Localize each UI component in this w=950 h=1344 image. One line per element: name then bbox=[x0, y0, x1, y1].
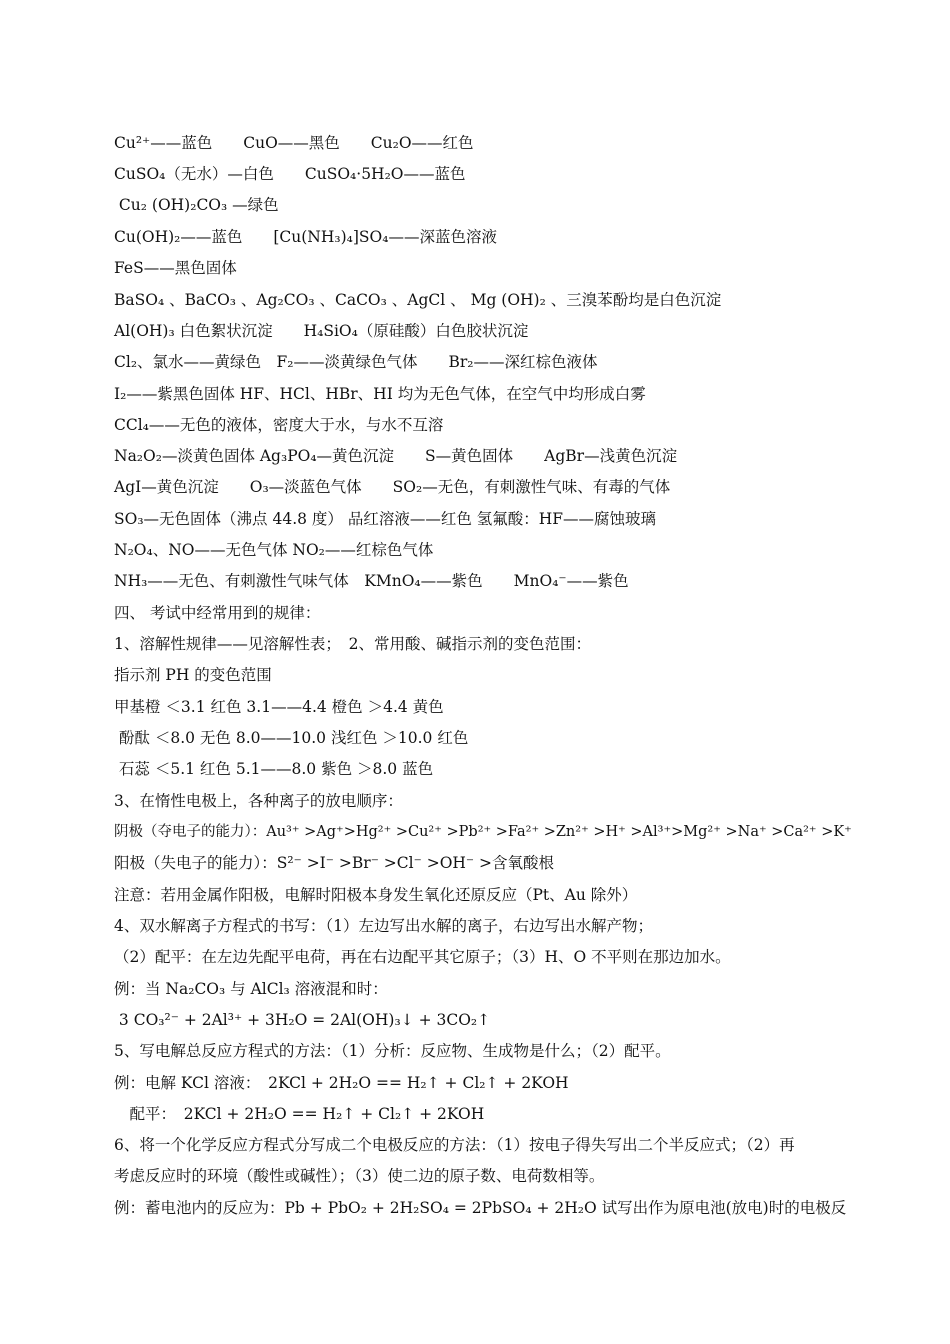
text-line bbox=[114, 1198, 854, 1218]
line-text: Na₂O₂—淡黄色固体 Ag₃PO₄—黄色沉淀 S—黄色固体 AgBr—浅黄色沉淀 bbox=[114, 447, 678, 465]
text-line bbox=[114, 415, 854, 435]
line-text: Cu₂ (OH)₂CO₃ —绿色 bbox=[114, 196, 279, 214]
line-text: NH₃——无色、有刺激性气味气体 KMnO₄——紫色 MnO₄⁻——紫色 bbox=[114, 572, 629, 590]
text-line bbox=[114, 665, 854, 685]
line-text: （2）配平：在左边先配平电荷，再在右边配平其它原子；（3）H、O 不平则在那边加水。 bbox=[114, 948, 731, 966]
text-line bbox=[114, 916, 854, 936]
text-line bbox=[114, 822, 854, 842]
line-text: 3 CO₃²⁻ + 2Al³⁺ + 3H₂O = 2Al(OH)₃↓ + 3CO₂↑ bbox=[114, 1011, 491, 1029]
line-text: 酚酞 ＜8.0 无色 8.0——10.0 浅红色 ＞10.0 红色 bbox=[114, 729, 469, 747]
line-text: N₂O₄、NO——无色气体 NO₂——红棕色气体 bbox=[114, 541, 434, 559]
text-line bbox=[114, 477, 854, 497]
text-line bbox=[114, 759, 854, 779]
line-text: Cu(OH)₂——蓝色 [Cu(NH₃)₄]SO₄——深蓝色溶液 bbox=[114, 228, 497, 246]
line-text: Cl₂、氯水——黄绿色 F₂——淡黄绿色气体 Br₂——深红棕色液体 bbox=[114, 353, 598, 371]
text-line bbox=[114, 321, 854, 341]
text-line bbox=[114, 1135, 854, 1155]
line-text: 甲基橙 ＜3.1 红色 3.1——4.4 橙色 ＞4.4 黄色 bbox=[114, 698, 444, 716]
text-line bbox=[114, 509, 854, 529]
text-line bbox=[114, 227, 854, 247]
line-text: FeS——黑色固体 bbox=[114, 259, 237, 277]
line-text: Cu²⁺——蓝色 CuO——黑色 Cu₂O——红色 bbox=[114, 134, 474, 152]
line-text: 配平： 2KCl + 2H₂O == H₂↑ + Cl₂↑ + 2KOH bbox=[114, 1105, 485, 1123]
line-text: 注意：若用金属作阳极，电解时阳极本身发生氧化还原反应（Pt、Au 除外） bbox=[114, 886, 638, 904]
text-line bbox=[114, 634, 854, 654]
line-text: SO₃—无色固体（沸点 44.8 度） 品红溶液——红色 氢氟酸：HF——腐蚀玻璃 bbox=[114, 510, 657, 528]
text-line bbox=[114, 1073, 854, 1093]
line-text: CCl₄——无色的液体，密度大于水，与水不互溶 bbox=[114, 416, 444, 434]
line-text: Al(OH)₃ 白色絮状沉淀 H₄SiO₄（原硅酸）白色胶状沉淀 bbox=[114, 322, 529, 340]
line-text: 阴极（夺电子的能力）：Au³⁺ >Ag⁺>Hg²⁺ >Cu²⁺ >Pb²⁺ >Fa²⁺ >Zn²⁺ >H⁺ >Al³⁺>Mg²⁺ >Na⁺ >Ca²⁺ >K⁺ bbox=[114, 824, 852, 840]
text-line bbox=[114, 195, 854, 215]
line-text: 5、写电解总反应方程式的方法：（1）分析：反应物、生成物是什么；（2）配平。 bbox=[114, 1042, 671, 1060]
text-line bbox=[114, 1104, 854, 1124]
line-text: 考虑反应时的环境（酸性或碱性）；（3）使二边的原子数、电荷数相等。 bbox=[114, 1167, 605, 1185]
line-text: 例：电解 KCl 溶液： 2KCl + 2H₂O == H₂↑ + Cl₂↑ + 2KOH bbox=[114, 1074, 569, 1092]
text-line bbox=[114, 603, 854, 623]
text-line bbox=[114, 446, 854, 466]
text-line bbox=[114, 697, 854, 717]
line-text: 3、在惰性电极上，各种离子的放电顺序： bbox=[114, 792, 403, 810]
text-line bbox=[114, 1166, 854, 1186]
line-text: BaSO₄ 、BaCO₃ 、Ag₂CO₃ 、CaCO₃ 、AgCl 、 Mg (OH)₂ 、三溴苯酚均是白色沉淀 bbox=[114, 291, 722, 309]
text-line bbox=[114, 540, 854, 560]
text-line bbox=[114, 258, 854, 278]
line-text: 1、溶解性规律——见溶解性表； 2、常用酸、碱指示剂的变色范围： bbox=[114, 635, 591, 653]
text-line bbox=[114, 133, 854, 153]
line-text: AgI—黄色沉淀 O₃—淡蓝色气体 SO₂—无色，有刺激性气味、有毒的气体 bbox=[114, 478, 671, 496]
line-text: 阳极（失电子的能力）：S²⁻ >I⁻ >Br⁻ >Cl⁻ >OH⁻ >含氧酸根 bbox=[114, 854, 555, 872]
text-line bbox=[114, 853, 854, 873]
text-line bbox=[114, 947, 854, 967]
text-line bbox=[114, 290, 854, 310]
line-text: 例：当 Na₂CO₃ 与 AlCl₃ 溶液混和时： bbox=[114, 980, 388, 998]
line-text: I₂——紫黑色固体 HF、HCl、HBr、HI 均为无色气体，在空气中均形成白雾 bbox=[114, 385, 646, 403]
text-line bbox=[114, 1041, 854, 1061]
line-text: 指示剂 PH 的变色范围 bbox=[114, 666, 272, 684]
text-line bbox=[114, 352, 854, 372]
text-line bbox=[114, 885, 854, 905]
line-text: 4、双水解离子方程式的书写：（1）左边写出水解的离子，右边写出水解产物； bbox=[114, 917, 653, 935]
text-line bbox=[114, 384, 854, 404]
line-text: 例：蓄电池内的反应为：Pb + PbO₂ + 2H₂SO₄ = 2PbSO₄ + 2H₂O 试写出作为原电池(放电)时的电极反 bbox=[114, 1199, 847, 1217]
text-line bbox=[114, 791, 854, 811]
line-text: CuSO₄（无水）—白色 CuSO₄·5H₂O——蓝色 bbox=[114, 165, 466, 183]
text-line bbox=[114, 728, 854, 748]
text-line bbox=[114, 1010, 854, 1030]
line-text: 6、将一个化学反应方程式分写成二个电极反应的方法：（1）按电子得失写出二个半反应式；（2）再 bbox=[114, 1136, 795, 1154]
text-line bbox=[114, 979, 854, 999]
text-line bbox=[114, 571, 854, 591]
text-line bbox=[114, 164, 854, 184]
line-text: 石蕊 ＜5.1 红色 5.1——8.0 紫色 ＞8.0 蓝色 bbox=[114, 760, 434, 778]
line-text: 四、 考试中经常用到的规律： bbox=[114, 604, 321, 622]
